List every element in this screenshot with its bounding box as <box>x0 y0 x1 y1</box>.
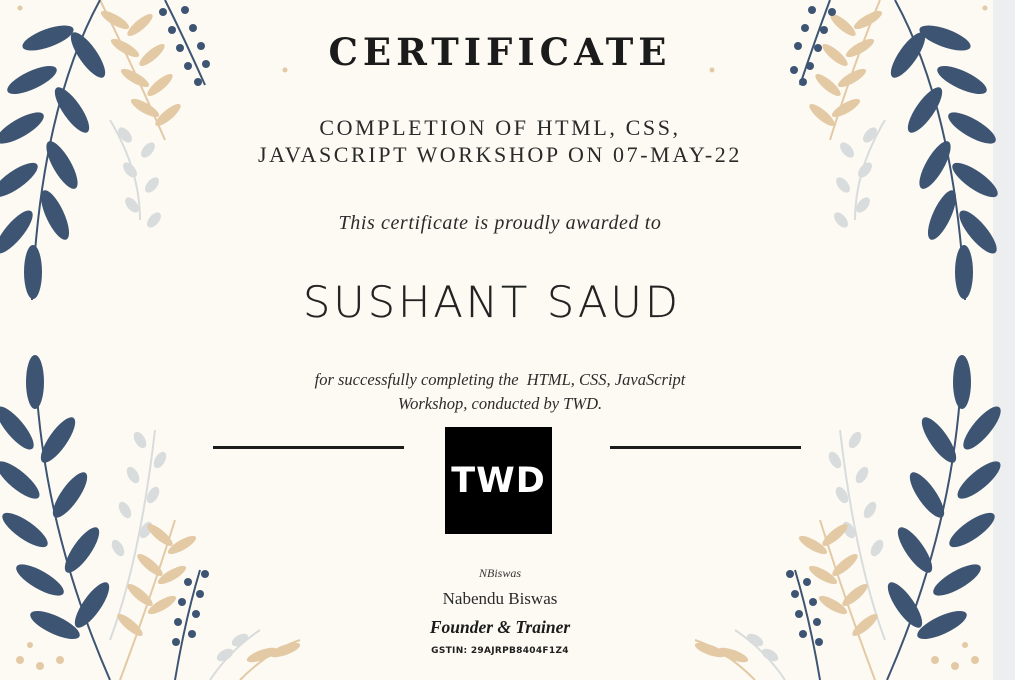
certificate-title: CERTIFICATE <box>328 30 672 74</box>
subtitle-line-1: COMPLETION OF HTML, CSS, <box>319 115 681 140</box>
certificate-description <box>0 368 1000 416</box>
handwritten-signature: NBiswas <box>478 566 521 580</box>
signature-line-left <box>213 446 404 449</box>
signer-name: Nabendu Biswas <box>442 589 558 608</box>
recipient-name: SUSHANT SAUD <box>302 278 681 328</box>
signer-role: Founder & Trainer <box>429 617 571 637</box>
gstin-number: GSTIN: 29AJRPB8404F1Z4 <box>431 646 569 656</box>
subtitle-line-2: JAVASCRIPT WORKSHOP ON 07-MAY-22 <box>258 142 742 167</box>
description-line-1: for successfully completing the HTML, CSS, JavaScript <box>314 370 686 389</box>
logo-text: TWD <box>451 460 546 501</box>
signature-line-right <box>610 446 801 449</box>
twd-logo-icon <box>445 427 552 534</box>
awarded-text: This certificate is proudly awarded to <box>338 212 662 234</box>
description-line-2: Workshop, conducted by TWD. <box>397 394 603 413</box>
certificate-subtitle <box>0 114 1000 168</box>
